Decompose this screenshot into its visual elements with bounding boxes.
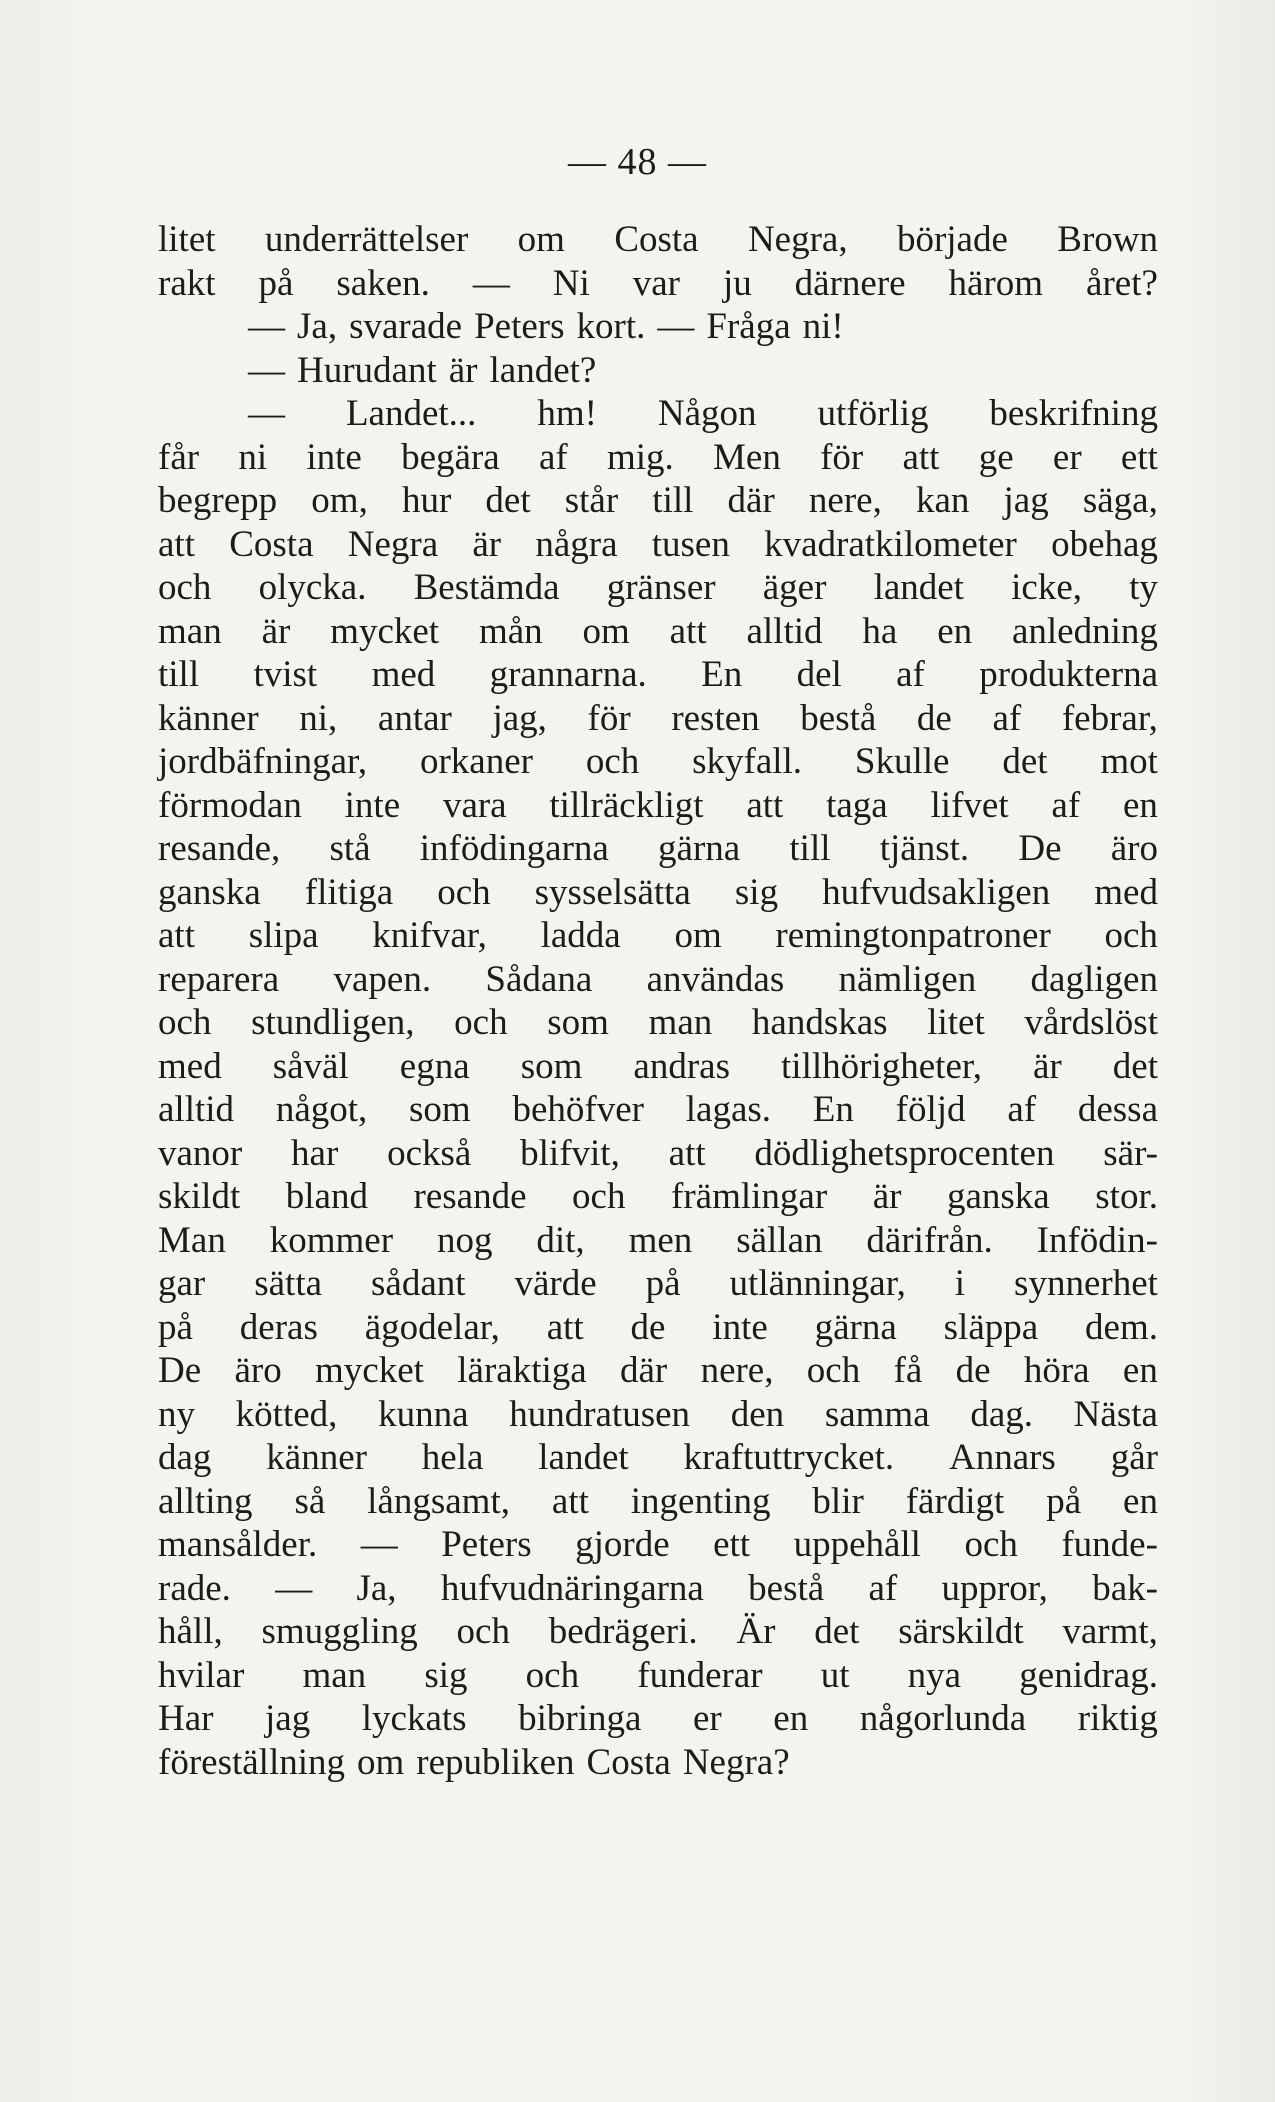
text-line: man är mycket mån om att alltid ha en anledning bbox=[158, 610, 1158, 652]
text-line: gar sätta sådant värde på utlänningar, i synnerhet bbox=[158, 1263, 1158, 1304]
text-line: Har jag lyckats bibringa er en någorlunda riktig bbox=[158, 1698, 1158, 1739]
text-line: känner ni, antar jag, för resten bestå de af febrar, bbox=[158, 697, 1158, 739]
text-line: att Costa Negra är några tusen kvadratkilometer obehag bbox=[158, 523, 1158, 565]
text-line: skildt bland resande och främlingar är ganska stor. bbox=[158, 1176, 1158, 1217]
text-line: föreställning om republiken Costa Negra? bbox=[158, 1741, 790, 1783]
text-line: allting så långsamt, att ingenting blir färdigt på en bbox=[158, 1480, 1158, 1522]
text-line: alltid något, som behöfver lagas. En följd af dessa bbox=[158, 1089, 1158, 1130]
page-number: — 48 — bbox=[568, 141, 707, 183]
text-line: begrepp om, hur det står till där nere, kan jag säga, bbox=[158, 480, 1158, 521]
text-line: — Ja, svarade Peters kort. — Fråga ni! bbox=[248, 306, 844, 347]
text-line: på deras ägodelar, att de inte gärna släppa dem. bbox=[158, 1306, 1158, 1348]
text-line: rade. — Ja, hufvudnäringarna bestå af uppror, bak- bbox=[158, 1567, 1158, 1609]
text-line: får ni inte begära af mig. Men för att ge er ett bbox=[158, 436, 1158, 478]
text-line: och olycka. Bestämda gränser äger landet icke, ty bbox=[158, 567, 1158, 608]
text-line: — Hurudant är landet? bbox=[248, 349, 597, 391]
text-line: ganska flitiga och sysselsätta sig hufvudsakligen med bbox=[158, 871, 1158, 913]
text-line: till tvist med grannarna. En del af produkterna bbox=[158, 654, 1158, 695]
text-line: reparera vapen. Sådana användas nämligen dagligen bbox=[158, 958, 1158, 1000]
text-line: De äro mycket läraktiga där nere, och få de höra en bbox=[158, 1350, 1158, 1391]
text-line: att slipa knifvar, ladda om remingtonpatroner och bbox=[158, 915, 1158, 956]
text-line: och stundligen, och som man handskas litet vårdslöst bbox=[158, 1002, 1158, 1043]
text-line: förmodan inte vara tillräckligt att taga lifvet af en bbox=[158, 784, 1158, 826]
text-line: ny kötted, kunna hundratusen den samma dag. Nästa bbox=[158, 1393, 1158, 1435]
text-line: Man kommer nog dit, men sällan därifrån. Infödin- bbox=[158, 1219, 1158, 1261]
text-line: jordbäfningar, orkaner och skyfall. Skulle det mot bbox=[158, 741, 1158, 782]
text-line: hvilar man sig och funderar ut nya genidrag. bbox=[158, 1654, 1158, 1696]
text-line: — Landet... hm! Någon utförlig beskrifning bbox=[248, 393, 1158, 434]
text-line: dag känner hela landet kraftuttrycket. Annars går bbox=[158, 1437, 1158, 1478]
text-line: med såväl egna som andras tillhörigheter, är det bbox=[158, 1045, 1158, 1087]
text-line: mansålder. — Peters gjorde ett uppehåll och funde- bbox=[158, 1524, 1158, 1565]
body-text bbox=[158, 218, 1158, 1784]
text-line: rakt på saken. — Ni var ju därnere härom året? bbox=[158, 262, 1158, 304]
text-line: vanor har också blifvit, att dödlighetsprocenten sär- bbox=[158, 1132, 1158, 1174]
text-line: litet underrättelser om Costa Negra, började Brown bbox=[158, 219, 1158, 260]
text-line: resande, stå infödingarna gärna till tjänst. De äro bbox=[158, 828, 1158, 869]
text-line: håll, smuggling och bedrägeri. Är det särskildt varmt, bbox=[158, 1611, 1158, 1652]
